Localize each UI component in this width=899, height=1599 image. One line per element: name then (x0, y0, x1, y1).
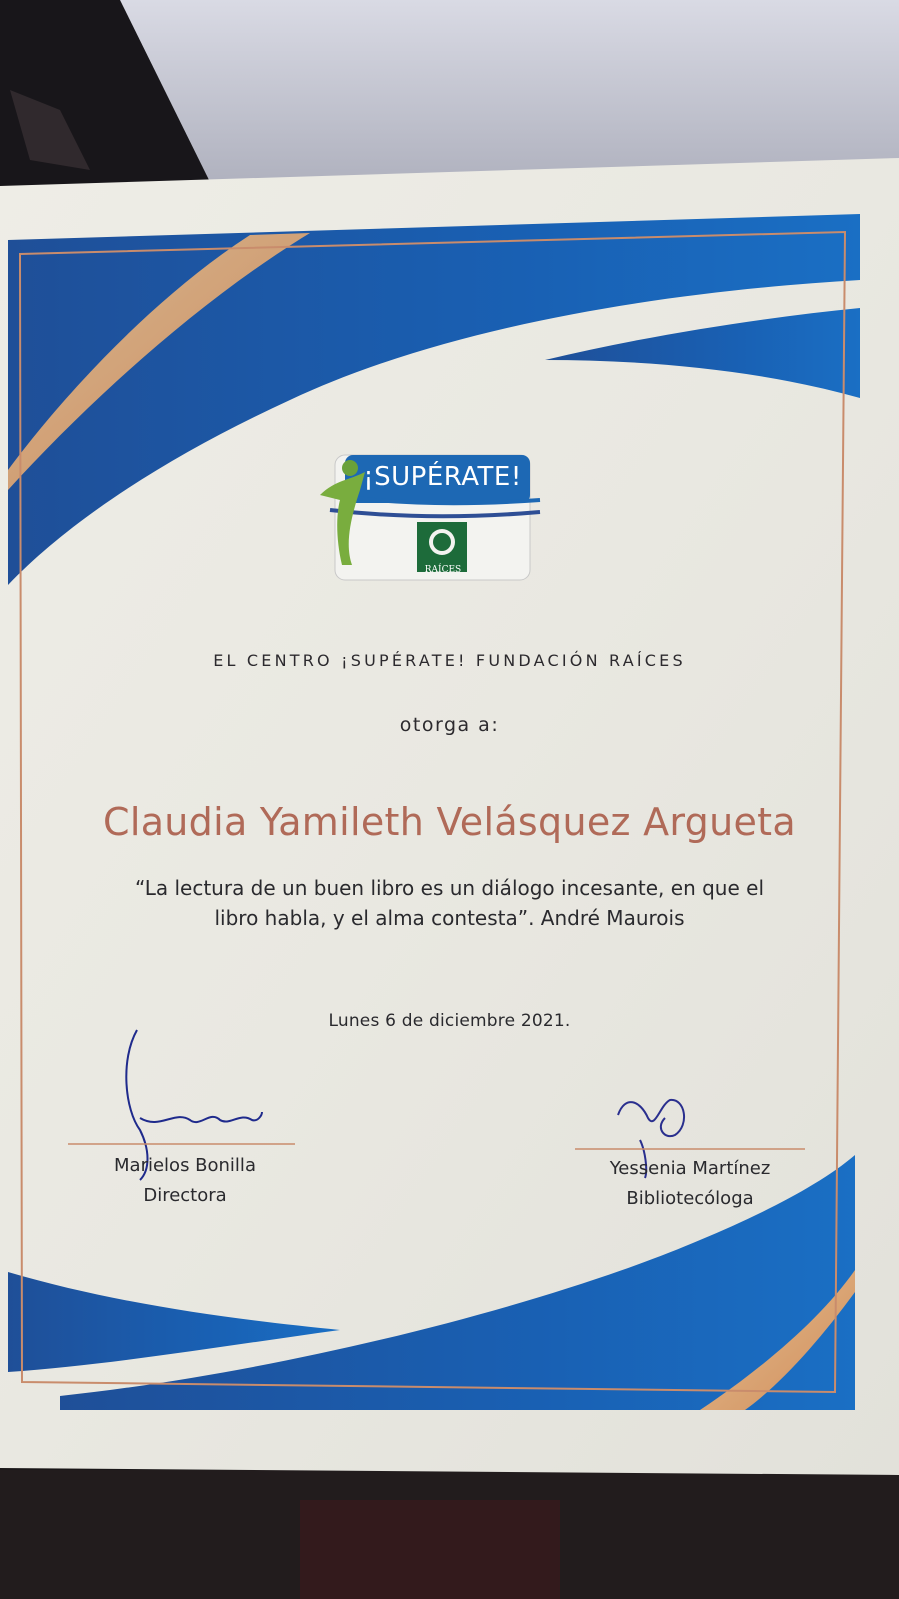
recipient-name: Claudia Yamileth Velásquez Argueta (103, 800, 796, 844)
signer-2-role: Bibliotecóloga (626, 1188, 754, 1209)
logo-wordmark: ¡SUPÉRATE! (363, 462, 522, 492)
grant-text: otorga a: (399, 714, 500, 736)
signer-1-role: Directora (143, 1185, 227, 1206)
signer-2-name: Yessenia Martínez (609, 1158, 771, 1179)
quote-line-2: libro habla, y el alma contesta”. André Maurois (214, 906, 685, 930)
logo-raices-label: RAÍCES (424, 565, 462, 575)
certificate-date: Lunes 6 de diciembre 2021. (328, 1011, 571, 1031)
quote-line-1: “La lectura de un buen libro es un diálogo incesante, en que el (134, 876, 765, 900)
signer-1-name: Marielos Bonilla (114, 1155, 256, 1176)
institution-heading: EL CENTRO ¡SUPÉRATE! FUNDACIÓN RAÍCES (213, 651, 686, 670)
